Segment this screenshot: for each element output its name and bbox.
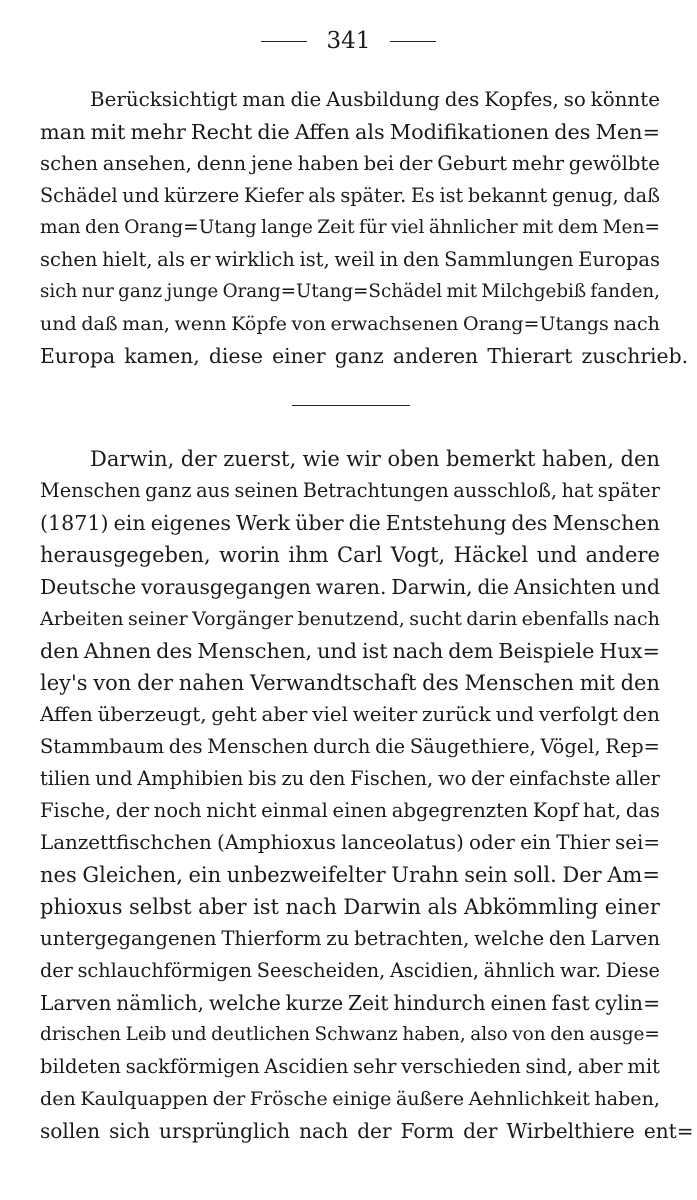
text-line: Europa kamen, diese einer ganz anderen Thierart zuschrieb. — [40, 344, 689, 368]
text-line: Darwin, der zuerst, wie wir oben bemerkt haben, den — [90, 447, 660, 471]
text-line: tilien und Amphibien bis zu den Fischen, wo der einfachste aller — [40, 767, 660, 790]
text-line: den Ahnen des Menschen, und ist nach dem Beispiele Hux= — [40, 639, 660, 663]
text-line: Larven nämlich, welche kurze Zeit hindurch einen fast cylin= — [40, 991, 660, 1015]
text-line: man den Orang=Utang lange Zeit für viel ähnlicher mit dem Men= — [40, 217, 660, 238]
text-line: schen ansehen, denn jene haben bei der Geburt mehr gewölbte — [40, 152, 660, 175]
page-number: 341 — [326, 28, 371, 54]
text-line: drischen Leib und deutlichen Schwanz haben, also von den ausge= — [40, 1024, 660, 1045]
text-line: Stammbaum des Menschen durch die Säugethiere, Vögel, Rep= — [40, 735, 660, 758]
text-line: Deutsche vorausgegangen waren. Darwin, die Ansichten und — [40, 575, 660, 599]
text-line: und daß man, wenn Köpfe von erwachsenen Orang=Utangs nach — [40, 313, 660, 335]
text-line: bildeten sackförmigen Ascidien sehr verschieden sind, aber mit — [40, 1055, 660, 1078]
text-line: man mit mehr Recht die Affen als Modifikationen des Men= — [40, 120, 660, 144]
text-line: ley's von der nahen Verwandtschaft des Menschen mit den — [40, 671, 660, 695]
text-line: Schädel und kürzere Kiefer als später. Es ist bekannt genug, daß — [40, 184, 660, 207]
paragraph-1 — [40, 84, 689, 372]
text-line: Fische, der noch nicht einmal einen abgegrenzten Kopf hat, das — [40, 799, 660, 822]
text-line: (1871) ein eigenes Werk über die Entstehung des Menschen — [40, 511, 660, 535]
header-rule-right — [390, 41, 436, 42]
header-rule-left — [261, 41, 307, 42]
text-line: untergegangenen Thierform zu betrachten, welche den Larven — [40, 927, 660, 950]
text-line: nes Gleichen, ein unbezweifelter Urahn sein soll. Der Am= — [40, 863, 660, 887]
text-line: Arbeiten seiner Vorgänger benutzend, sucht darin ebenfalls nach — [40, 608, 660, 630]
text-line: sich nur ganz junge Orang=Utang=Schädel mit Milchgebiß fanden, — [40, 281, 660, 302]
text-line: Lanzettfischchen (Amphioxus lanceolatus) oder ein Thier sei= — [40, 831, 660, 854]
text-line: herausgegeben, worin ihm Carl Vogt, Häckel und andere — [40, 543, 660, 567]
page-header — [0, 28, 697, 54]
text-line: der schlauchförmigen Seescheiden, Ascidien, ähnlich war. Diese — [40, 959, 660, 982]
text-line: Menschen ganz aus seinen Betrachtungen ausschloß, hat später — [40, 479, 660, 502]
paragraph-2 — [40, 443, 694, 1147]
text-line: sollen sich ursprünglich nach der Form der Wirbelthiere ent= — [40, 1119, 694, 1143]
text-line: phioxus selbst aber ist nach Darwin als Abkömmling einer — [40, 895, 660, 919]
text-line: schen hielt, als er wirklich ist, weil in den Sammlungen Europas — [40, 248, 660, 271]
text-line: den Kaulquappen der Frösche einige äußere Aehnlichkeit haben, — [40, 1088, 660, 1110]
section-divider — [292, 405, 410, 406]
text-line: Berücksichtigt man die Ausbildung des Kopfes, so könnte — [90, 88, 660, 111]
text-line: Affen überzeugt, geht aber viel weiter zurück und verfolgt den — [40, 703, 660, 726]
